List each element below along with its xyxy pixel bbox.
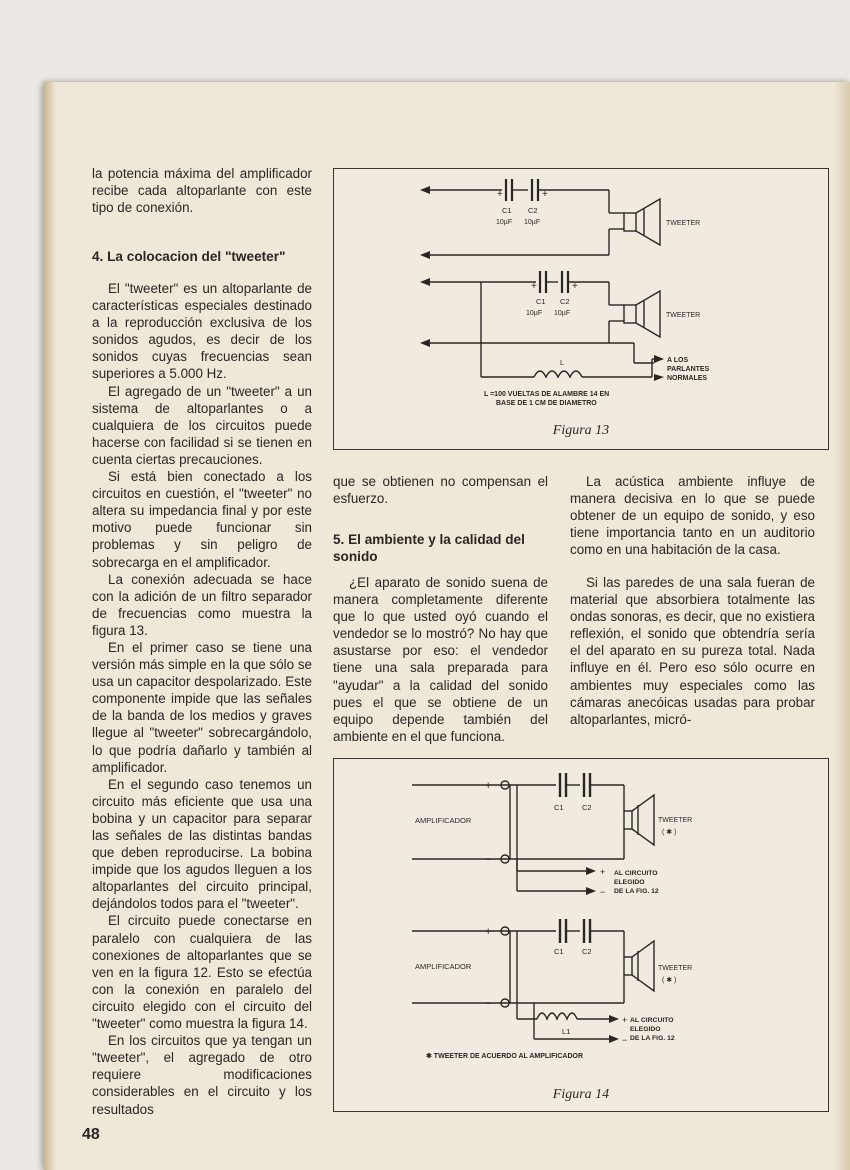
fig13-tweeter-label-2: TWEETER [666, 312, 701, 319]
fig13-c2-value: 10µF [524, 219, 541, 226]
col1-paragraph: El "tweeter" es un altoparlante de características especiales destinado a la reproducción exclusiva de los sonidos agudos, es decir de los sonidos cuyas frecuencias sean superiores a 5.000 Hz. [92, 281, 312, 382]
fig14-minus-out-1: − [600, 887, 606, 897]
fig14-minus-1: − [485, 854, 492, 866]
figure-13-schematic [334, 169, 828, 449]
fig14-to-circuit-2c: DE LA FIG. 12 [630, 1035, 675, 1042]
fig14-to-circuit-1b: ELEGIDO [614, 879, 645, 886]
figure-14-caption: Figura 14 [552, 1087, 610, 1102]
fig14-amplifier-label-2: AMPLIFICADOR [415, 962, 472, 971]
fig14-star-2: ( ✱ ) [662, 977, 677, 984]
fig14-minus-2: − [485, 998, 492, 1010]
col2-paragraph-1: ¿El aparato de sonido suena de manera completamente diferente que lo que usted oyó cuando el vendedor se lo mostró? No hay que asustarse por eso: el vendedor tiene una sala preparada para "ayudar" a la calidad del sonido pues el que se obtiene de un equipo depende también del ambiente en el que funciona. [333, 575, 548, 744]
fig14-c1-label-2: C1 [554, 947, 564, 956]
page-number: 48 [82, 1126, 100, 1143]
page-edge [834, 82, 850, 1170]
fig13-coil-note-2: BASE DE 1 CM DE DIAMETRO [496, 400, 597, 407]
fig14-plus-out-2: + [622, 1015, 628, 1025]
figure-14-schematic [334, 759, 828, 1111]
fig14-footnote: ✱ TWEETER DE ACUERDO AL AMPLIFICADOR [426, 1053, 584, 1060]
col3-paragraph-2: Si las paredes de una sala fueran de material que absorbiera totalmente las ondas sonoras, es decir, que no existiera reflexión, el sonido que obtendría sería el del aparato en su pureza total. Nada influye en él. Pero eso sólo ocurre en ambientes muy especiales como las cámaras anecóicas usadas para probar altoparlantes, micró- [570, 575, 815, 727]
fig14-amplifier-label-1: AMPLIFICADOR [415, 816, 472, 825]
col1-paragraph: En los circuitos que ya tengan un "tweeter", el agregado de otro requiere modificaciones considerables en el circuito y los resultados [92, 1033, 312, 1117]
figure-14 [333, 758, 829, 1112]
fig14-to-circuit-2a: AL CIRCUITO [630, 1017, 674, 1024]
fig14-c2-label-1: C2 [582, 803, 592, 812]
fig14-plus-1: + [485, 780, 492, 792]
fig13-normal-speakers-2: PARLANTES [667, 366, 710, 373]
col1-paragraph: Si está bien conectado a los circuitos en cuestión, el "tweeter" no altera su impedancia final y por este motivo puede funcionar sin problemas y sin peligro de sobrecarga en el amplificador. [92, 469, 312, 570]
page-spine-shadow [44, 82, 56, 1170]
fig13-plus-3: + [531, 281, 537, 292]
figure-13 [333, 168, 829, 450]
fig14-to-circuit-2b: ELEGIDO [630, 1026, 661, 1033]
heading-ambient-quality: 5. El ambiente y la calidad del sonido [333, 532, 525, 564]
fig14-to-circuit-1a: AL CIRCUITO [614, 870, 658, 877]
fig13-c1-label: C1 [502, 206, 512, 215]
fig13-coil-note-1: L =100 VUELTAS DE ALAMBRE 14 EN [484, 391, 610, 398]
fig13-c1-value: 10µF [496, 219, 513, 226]
fig13-plus-2: + [542, 189, 548, 200]
heading-tweeter-placement: 4. La colocacion del "tweeter" [92, 249, 286, 264]
fig14-c1-label-1: C1 [554, 803, 564, 812]
fig14-star-1: ( ✱ ) [662, 829, 677, 836]
col3-paragraph-1: La acústica ambiente influye de manera decisiva en lo que se puede obtener de un equipo de sonido, y eso tiene importancia tanto en un auditorio como en una habitación de la casa. [570, 474, 815, 558]
fig14-l1-label: L1 [562, 1027, 571, 1036]
col1-paragraph: La conexión adecuada se hace con la adición de un filtro separador de frecuencias como muestra la figura 13. [92, 571, 312, 638]
fig13-c1-value-2: 10µF [526, 310, 543, 317]
fig13-normal-speakers-3: NORMALES [667, 375, 708, 382]
col1-paragraph: El circuito puede conectarse en paralelo con cualquiera de las conexiones de altoparlantes que se ven en la figura 12. Esto se efectúa con la conexión en paralelo del circuito elegido con el circuito del "tweeter" como muestra la figura 14. [92, 913, 312, 1032]
fig14-tweeter-label-1: TWEETER [658, 817, 693, 824]
fig14-c2-label-2: C2 [582, 947, 592, 956]
fig14-plus-out-1: + [600, 867, 606, 877]
col1-body [92, 280, 312, 1118]
fig13-plus-4: + [572, 281, 578, 292]
fig13-c2-value-2: 10µF [554, 310, 571, 317]
fig13-tweeter-label: TWEETER [666, 220, 701, 227]
figure-13-caption: Figura 13 [552, 423, 610, 438]
fig13-c2-label: C2 [528, 206, 538, 215]
col1-paragraph: El agregado de un "tweeter" a un sistema de altoparlantes o a cualquiera de los circuitos puede hacerse con facilidad si se tienen en cuenta ciertas precauciones. [92, 383, 312, 467]
fig13-normal-speakers-1: A LOS [667, 357, 689, 364]
fig13-coil-label: L [560, 358, 565, 367]
fig13-c1-label-2: C1 [536, 297, 546, 306]
col1-paragraph-0: la potencia máxima del amplificador recibe cada altoparlante con este tipo de conexión. [92, 166, 312, 216]
fig14-tweeter-label-2: TWEETER [658, 965, 693, 972]
col2-paragraph-0: que se obtienen no compensan el esfuerzo. [333, 474, 548, 507]
fig14-to-circuit-1c: DE LA FIG. 12 [614, 888, 659, 895]
fig14-plus-2: + [485, 926, 492, 938]
fig13-plus-1: + [497, 189, 503, 200]
fig14-minus-out-2: − [622, 1035, 628, 1045]
col1-paragraph: En el segundo caso tenemos un circuito más eficiente que usa una bobina y un capacitor para separar las señales de las distintas bandas que deben reproducirse. La bobina impide que los agudos lleguen a los altoparlantes del circuito principal, dejándolos todos para el "tweeter". [92, 776, 312, 912]
col1-paragraph: En el primer caso se tiene una versión más simple en la que sólo se usa un capacitor despolarizado. Este componente impide que las señales de la banda de los medios y graves llegue al "tweeter" sobrecargándolo, lo que podría dañarlo y también al amplificador. [92, 639, 312, 775]
fig13-c2-label-2: C2 [560, 297, 570, 306]
